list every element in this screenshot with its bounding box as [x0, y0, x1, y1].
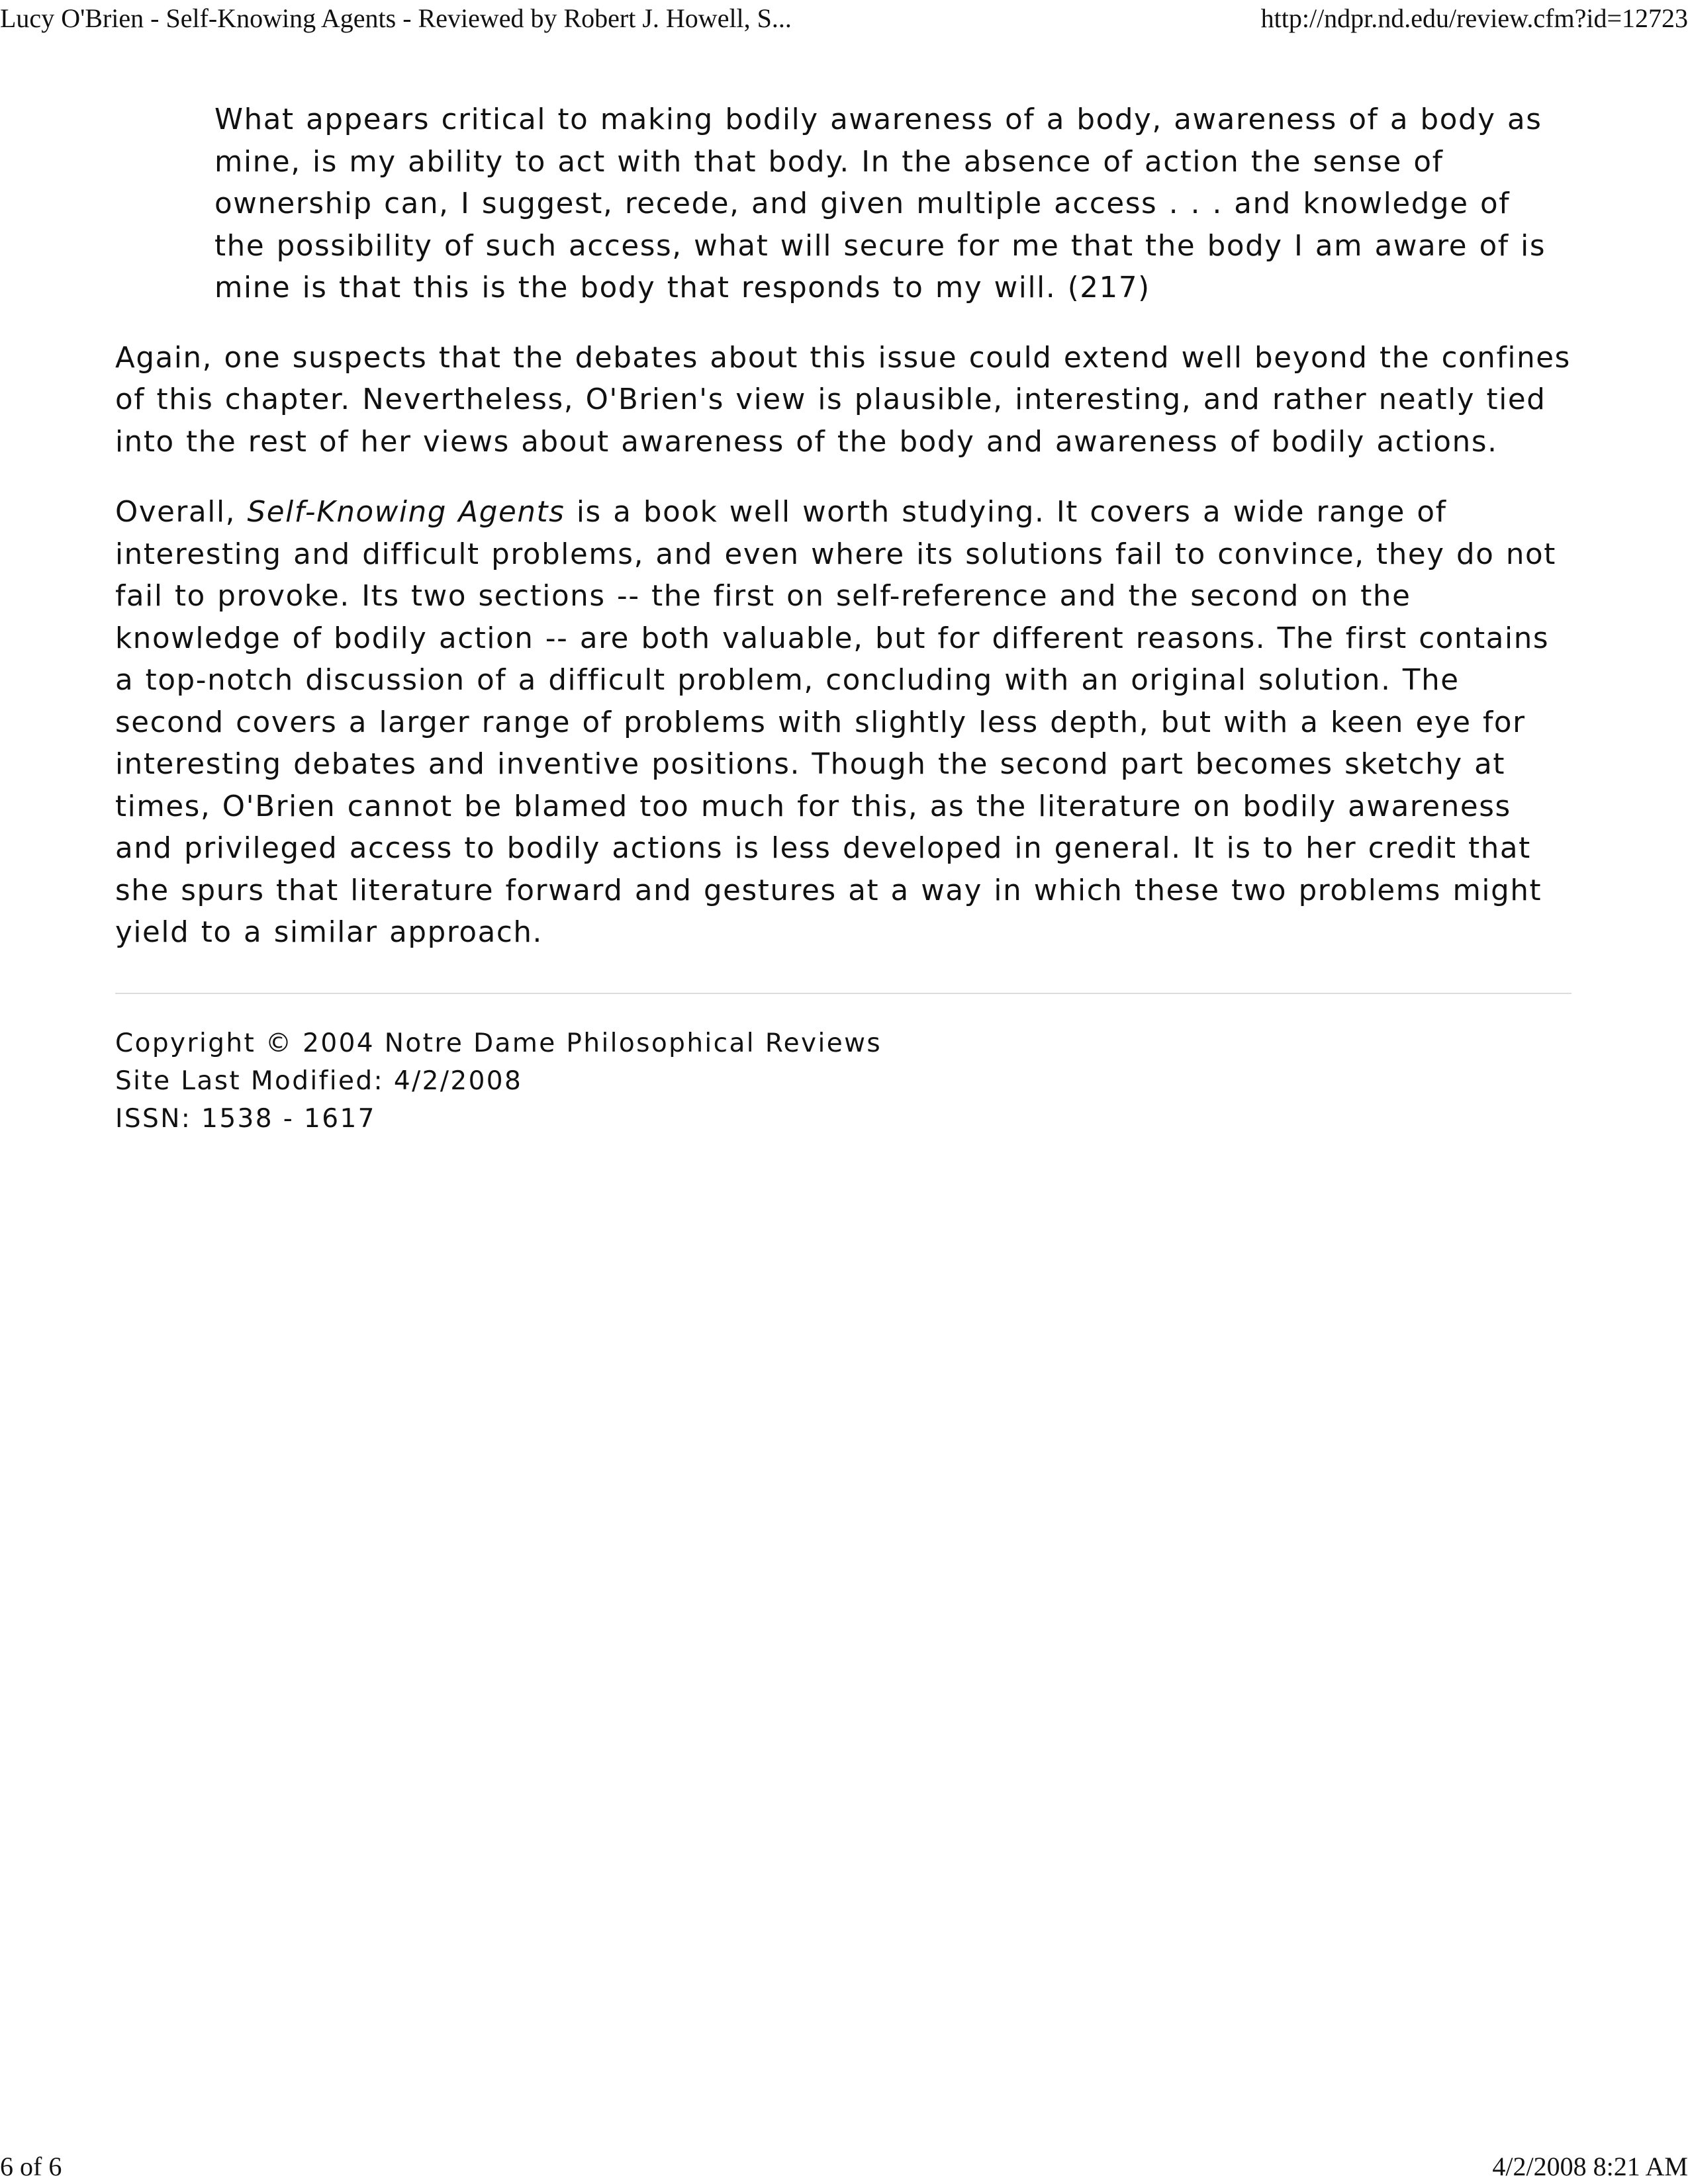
paragraph-overall — [115, 492, 1571, 954]
copyright-block — [115, 1024, 1571, 1138]
page-number: 6 of 6 — [0, 2152, 62, 2181]
page-url: http://ndpr.nd.edu/review.cfm?id=12723 — [1260, 3, 1688, 33]
paragraph-conclusion-chapter: Again, one suspects that the debates about this issue could extend well beyond the confines of this chapter. Nevertheless, O'Brien's view is plausible, interesting, and rather neatly tied into the rest of her views about awareness of the body and awareness of bodily actions. — [115, 341, 1571, 459]
issn: ISSN: 1538 - 1617 — [115, 1103, 376, 1134]
paragraph-overall-body: is a book well worth studying. It covers a wide range of interesting and difficult problems, and even where its solutions fail to convince, they do not fail to provoke. Its two sections -- the first on self-reference and the second on the knowledge of bodily action -- are both valuable, but for different reasons. The first contains a top-notch discussion of a difficult problem, concluding with an original solution. The second covers a larger range of problems with slightly less depth, but with a keen eye for interesting debates and inventive positions. Though the second part becomes sketchy at times, O'Brien cannot be blamed too much for this, as the literature on bodily awareness and privileged access to bodily actions is less developed in general. It is to her credit that she spurs that literature forward and gestures at a way in which these two problems might yield to a similar approach. — [115, 496, 1556, 949]
copyright-line: Copyright © 2004 Notre Dame Philosophical Reviews — [115, 1028, 882, 1058]
print-datetime: 4/2/2008 8:21 AM — [1492, 2152, 1688, 2181]
review-content — [115, 99, 1571, 1138]
horizontal-divider — [115, 993, 1571, 994]
paragraph-overall-lead: Overall, — [115, 496, 248, 529]
site-last-modified: Site Last Modified: 4/2/2008 — [115, 1066, 523, 1096]
book-title: Self-Knowing Agents — [247, 496, 565, 529]
page-title: Lucy O'Brien - Self-Knowing Agents - Reviewed by Robert J. Howell, S... — [0, 3, 792, 33]
block-quote: What appears critical to making bodily awareness of a body, awareness of a body as mine, is my ability to act with that body. In the absence of action the sense of ownership can, I suggest, recede, and given multiple access . . . and knowledge of the possibility of such access, what will secure for me that the body I am aware of is mine is that this is the body that responds to my will. (217) — [214, 103, 1546, 304]
